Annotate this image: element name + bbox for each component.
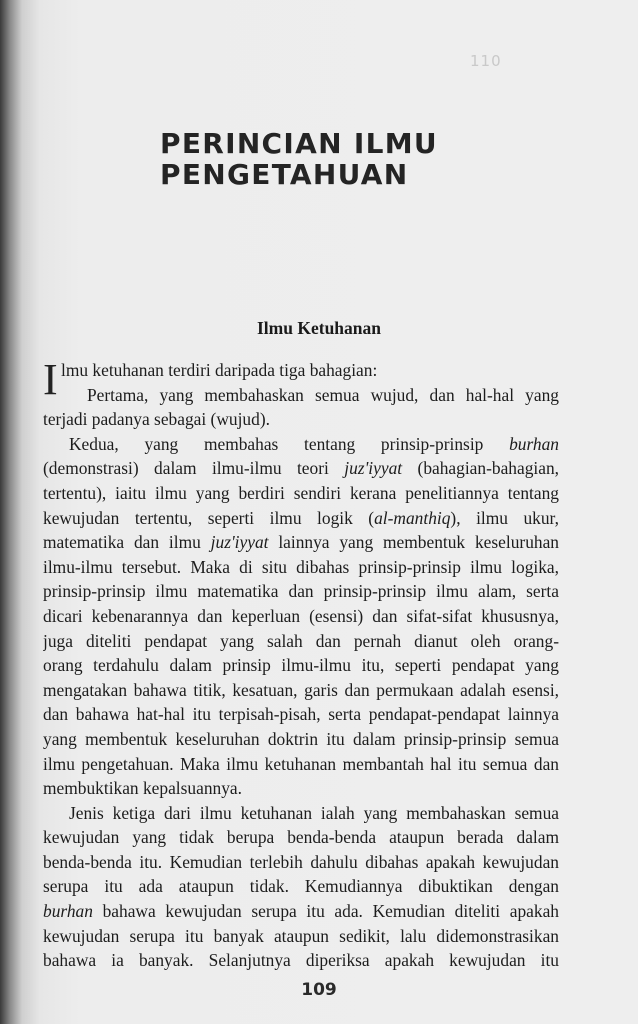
page-number: 109 (301, 980, 337, 1000)
text-line: terjadi padanya sebagai (wujud). (43, 409, 270, 430)
chapter-title-line-2: PENGETAHUAN (160, 158, 409, 191)
text-line: dicari kebenarannya dan keperluan (esensi) dan sifat-sifat khususnya, (43, 605, 559, 626)
chapter-title (160, 128, 438, 190)
text-line: membuktikan kepalsuannya. (43, 778, 242, 799)
text-line: yang membentuk keseluruhan doktrin itu dalam prinsip-prinsip semua (43, 728, 559, 749)
text-line: juga diteliti pendapat yang salah dan pernah dianut oleh orang- (43, 630, 559, 651)
text-line: prinsip-prinsip ilmu matematika dan prinsip-prinsip ilmu alam, serta (43, 581, 559, 602)
chapter-title-line-1: PERINCIAN ILMU (160, 127, 438, 160)
text-line: dan bahawa hat-hal itu terpisah-pisah, serta pendapat-pendapat lainnya (43, 704, 559, 725)
text-line: matematika dan ilmu juz'iyyat lainnya yang membentuk keseluruhan (43, 532, 559, 553)
text-line: burhan bahawa kewujudan serupa itu ada. Kemudian diteliti apakah (43, 901, 559, 922)
text-line: kewujudan tertentu, seperti ilmu logik (al-manthiq), ilmu ukur, (43, 507, 559, 528)
text-line: bahawa ia banyak. Selanjutnya diperiksa apakah kewujudan itu (43, 950, 559, 971)
text-line: benda-benda itu. Kemudian terlebih dahulu dibahas apakah kewujudan (43, 851, 559, 872)
text-line: tertentu), iaitu ilmu yang berdiri sendiri kerana penelitiannya tentang (43, 482, 559, 503)
body-text (43, 355, 559, 973)
text-line: Jenis ketiga dari ilmu ketuhanan ialah yang membahaskan semua (69, 802, 559, 823)
text-line: lmu ketuhanan terdiri daripada tiga bahagian: (61, 360, 378, 380)
text-line: orang terdahulu dalam prinsip ilmu-ilmu itu, seperti pendapat yang (43, 655, 559, 676)
text-line: (demonstrasi) dalam ilmu-ilmu teori juz'iyyat (bahagian-bahagian, (43, 458, 559, 479)
text-line: Pertama, yang membahaskan semua wujud, dan hal-hal yang (87, 384, 559, 405)
text-line: Kedua, yang membahas tentang prinsip-prinsip burhan (69, 433, 559, 454)
text-line: ilmu pengetahuan. Maka ilmu ketuhanan membantah hal itu semua dan (43, 753, 559, 774)
section-heading: Ilmu Ketuhanan (257, 318, 381, 338)
text-line: kewujudan serupa itu banyak ataupun sedikit, lalu didemonstrasikan (43, 925, 559, 946)
text-line: kewujudan yang tidak berupa benda-benda ataupun berada dalam (43, 827, 559, 848)
bleed-through-text: 110 (470, 52, 502, 70)
text-line: ilmu-ilmu tersebut. Maka di situ dibahas prinsip-prinsip ilmu logika, (43, 556, 559, 577)
text-line: mengatakan bahawa titik, kesatuan, garis dan permukaan adalah esensi, (43, 679, 559, 700)
text-line: serupa itu ada ataupun tidak. Kemudiannya dibuktikan dengan (43, 876, 559, 897)
drop-cap: I (43, 355, 58, 404)
